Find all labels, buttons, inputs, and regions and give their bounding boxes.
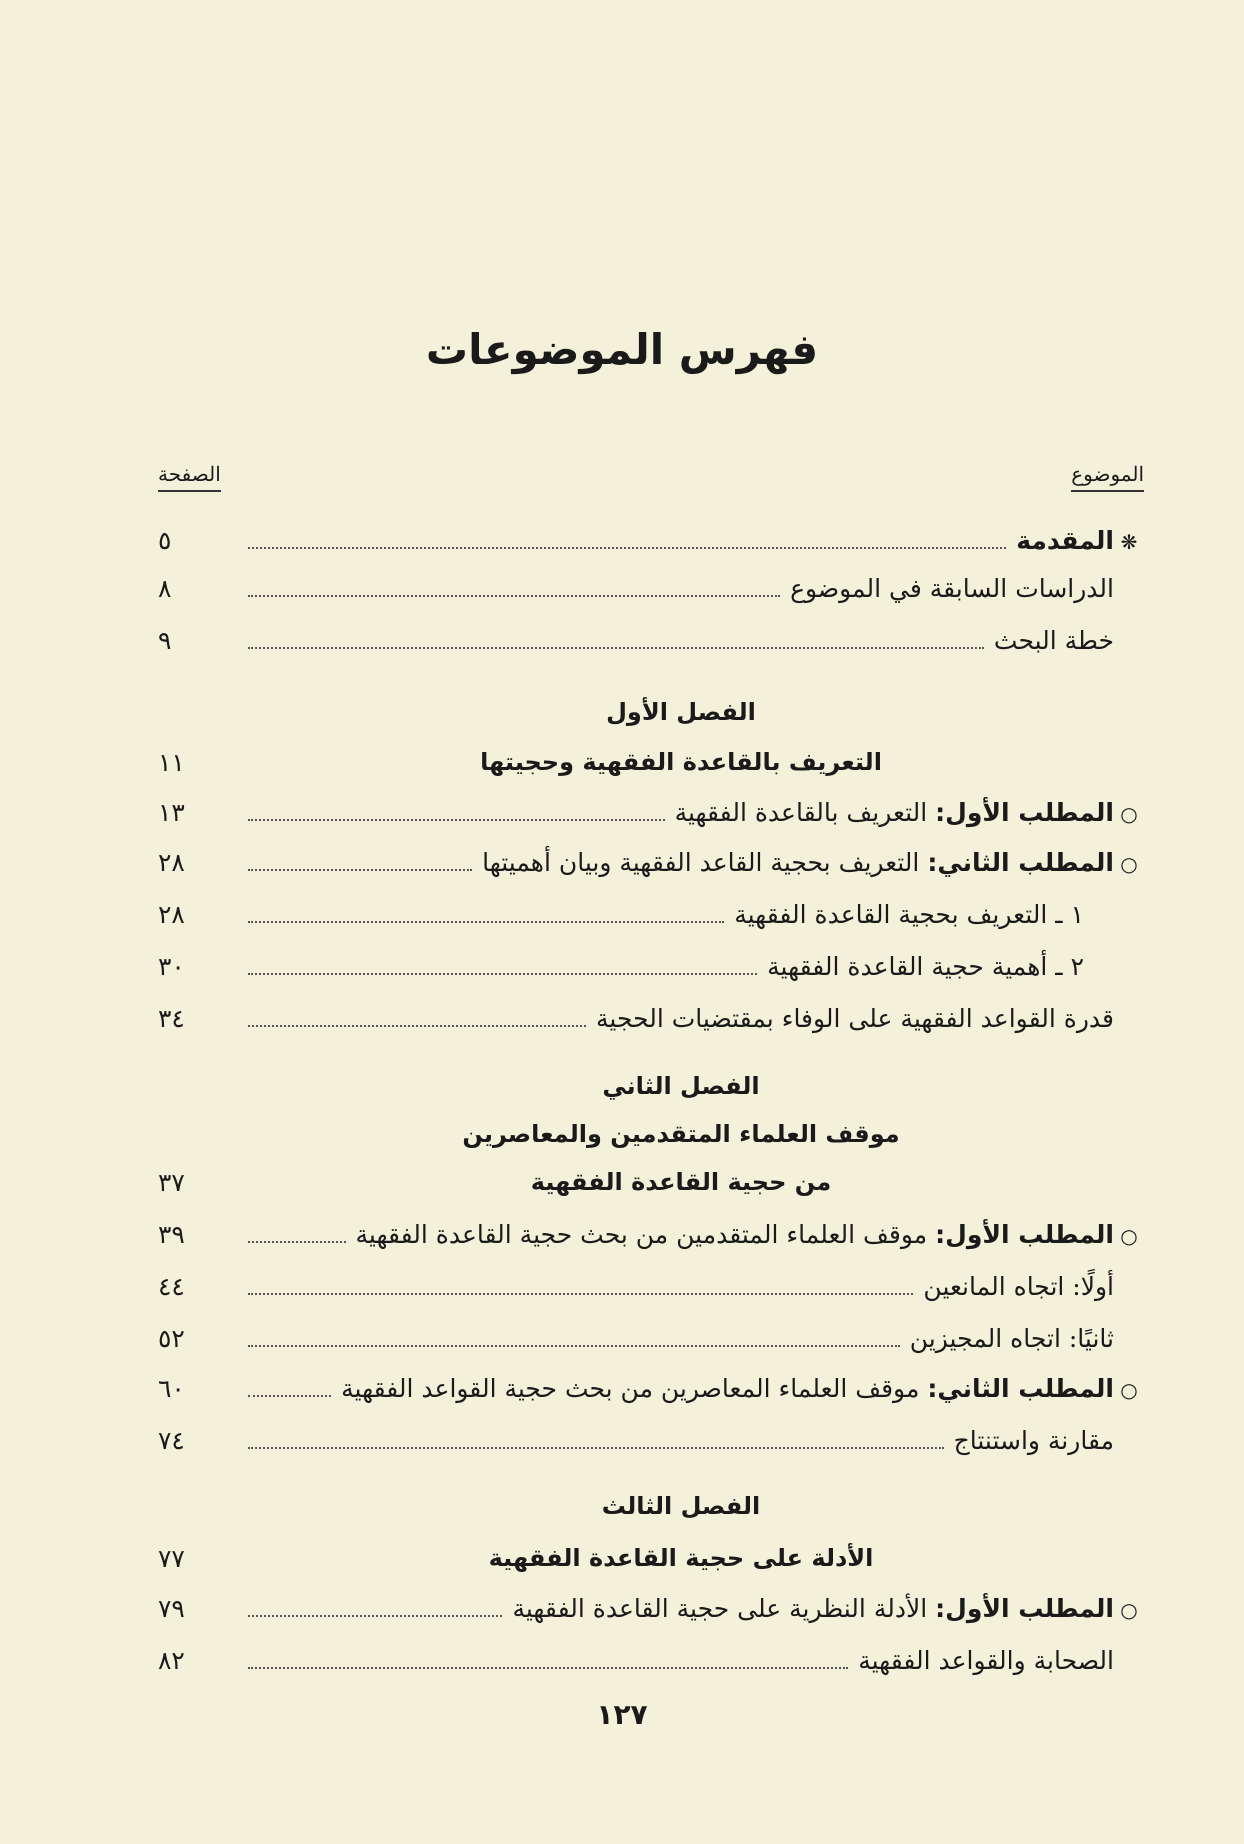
entry-page: ٨: [158, 573, 172, 603]
toc-entry[interactable]: [158, 1366, 1144, 1410]
toc-entry[interactable]: [158, 892, 1144, 936]
entry-lead: المطلب الأول:: [935, 797, 1114, 827]
toc-entry[interactable]: [158, 1586, 1144, 1630]
leader-dots: [248, 1293, 913, 1295]
entry-lead: المطلب الأول:: [935, 1593, 1114, 1623]
entry-text: التعريف بالقاعدة الفقهية: [674, 797, 928, 827]
entry-text: مقارنة واستنتاج: [953, 1425, 1114, 1455]
leader-dots: [248, 595, 780, 597]
chapter-title[interactable]: من حجية القاعدة الفقهية ٣٧: [158, 1167, 832, 1197]
chapter-heading: الفصل الأول: [606, 698, 756, 726]
entry-page: ٣٤: [158, 1003, 185, 1033]
entry-page: ٥: [158, 525, 172, 555]
topic-column-header: الموضوع: [1071, 462, 1144, 492]
leader-dots: [248, 1615, 502, 1617]
entry-page: ٤٤: [158, 1271, 185, 1301]
entry-text: ثانيًا: اتجاه المجيزين: [909, 1323, 1114, 1353]
entry-text: ١ ـ التعريف بحجية القاعدة الفقهية: [734, 899, 1084, 929]
leader-dots: [248, 1667, 848, 1669]
toc-entry[interactable]: [158, 840, 1144, 884]
leader-dots: [248, 1395, 331, 1397]
entry-lead: المطلب الأول:: [935, 1219, 1114, 1249]
entry-lead: المطلب الثاني:: [927, 847, 1114, 877]
page-number: ١٢٧: [596, 1698, 648, 1731]
entry-text: قدرة القواعد الفقهية على الوفاء بمقتضيات الحجية: [596, 1003, 1114, 1033]
toc-entry[interactable]: [158, 1212, 1144, 1256]
toc-entry[interactable]: [158, 566, 1144, 610]
toc-entry[interactable]: [158, 618, 1144, 662]
entry-page: ١١: [158, 747, 185, 777]
circle-bullet-icon: ○: [1120, 1377, 1138, 1402]
leader-dots: [248, 547, 1006, 549]
leader-dots: [248, 1447, 944, 1449]
chapter-title[interactable]: التعريف بالقاعدة الفقهية وحجيتها ١١: [158, 747, 882, 777]
chapter-heading: الفصل الثاني: [602, 1072, 760, 1100]
toc-entry[interactable]: [158, 1418, 1144, 1462]
star-bullet-icon: ❋: [1120, 529, 1138, 554]
leader-dots: [248, 869, 472, 871]
toc-entry[interactable]: [158, 790, 1144, 834]
entry-text: الصحابة والقواعد الفقهية: [858, 1645, 1114, 1675]
entry-page: ٢٨: [158, 899, 185, 929]
entry-lead: المطلب الثاني:: [927, 1373, 1114, 1403]
entry-page: ٢٨: [158, 847, 185, 877]
page-title: فهرس الموضوعات: [425, 325, 819, 374]
entry-page: ٥٢: [158, 1323, 185, 1353]
entry-text: ٢ ـ أهمية حجية القاعدة الفقهية: [767, 951, 1084, 981]
entry-page: ١٣: [158, 797, 185, 827]
entry-text: التعريف بحجية القاعد الفقهية وبيان أهميتها: [482, 847, 920, 877]
entry-text: موقف العلماء المعاصرين من بحث حجية القواعد الفقهية: [341, 1373, 920, 1403]
toc-entry[interactable]: [158, 944, 1144, 988]
entry-page: ٨٢: [158, 1645, 185, 1675]
leader-dots: [248, 1345, 900, 1347]
page-column-header: الصفحة: [158, 462, 221, 492]
leader-dots: [248, 921, 724, 923]
entry-text: الأدلة النظرية على حجية القاعدة الفقهية: [512, 1593, 928, 1623]
leader-dots: [248, 973, 757, 975]
leader-dots: [248, 1241, 346, 1243]
circle-bullet-icon: ○: [1120, 851, 1138, 876]
leader-dots: [248, 819, 665, 821]
entry-page: ٧٧: [158, 1543, 185, 1573]
entry-page: ٣٧: [158, 1167, 185, 1197]
entry-page: ٩: [158, 625, 172, 655]
leader-dots: [248, 647, 984, 649]
entry-page: ٦٠: [158, 1373, 185, 1403]
chapter-heading: الفصل الثالث: [601, 1492, 761, 1520]
circle-bullet-icon: ○: [1120, 801, 1138, 826]
entry-page: ٧٤: [158, 1425, 185, 1455]
chapter-title[interactable]: الأدلة على حجية القاعدة الفقهية ٧٧: [158, 1543, 874, 1573]
toc-entry[interactable]: [158, 518, 1144, 562]
toc-entry[interactable]: [158, 996, 1144, 1040]
toc-entry[interactable]: [158, 1264, 1144, 1308]
leader-dots: [248, 1025, 586, 1027]
entry-page: ٧٩: [158, 1593, 185, 1623]
entry-text: خطة البحث: [993, 625, 1114, 655]
entry-text: أولًا: اتجاه المانعين: [923, 1271, 1114, 1301]
circle-bullet-icon: ○: [1120, 1597, 1138, 1622]
entry-text: الدراسات السابقة في الموضوع: [790, 573, 1114, 603]
entry-page: ٣٩: [158, 1219, 185, 1249]
toc-entry[interactable]: [158, 1638, 1144, 1682]
circle-bullet-icon: ○: [1120, 1223, 1138, 1248]
entry-lead: المقدمة: [1016, 525, 1114, 555]
entry-page: ٣٠: [158, 951, 185, 981]
entry-text: موقف العلماء المتقدمين من بحث حجية القاعدة الفقهية: [355, 1219, 928, 1249]
toc-entry[interactable]: [158, 1316, 1144, 1360]
chapter-title: موقف العلماء المتقدمين والمعاصرين: [462, 1120, 900, 1148]
